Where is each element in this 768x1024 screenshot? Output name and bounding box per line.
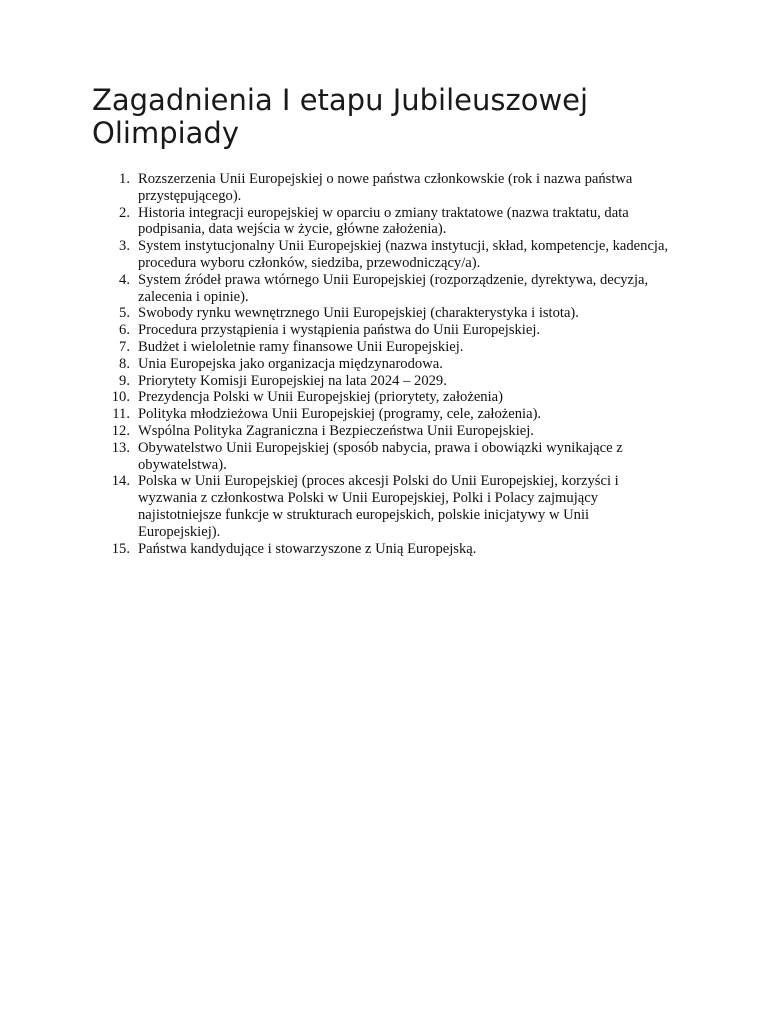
list-item xyxy=(92,406,672,423)
item-text: Państwa kandydujące i stowarzyszone z Unią Europejską. xyxy=(138,540,477,557)
item-text: Historia integracji europejskiej w oparciu o zmiany traktatowe (nazwa traktatu, data podpisania, data wejścia w życie, główne założenia). xyxy=(138,204,629,238)
item-text: Wspólna Polityka Zagraniczna i Bezpieczeństwa Unii Europejskiej. xyxy=(138,422,534,439)
list-item xyxy=(92,423,672,440)
item-text: Prezydencja Polski w Unii Europejskiej (priorytety, założenia) xyxy=(138,389,504,406)
list-item xyxy=(92,305,672,322)
list-item xyxy=(92,541,672,558)
item-number: 10. xyxy=(111,389,130,406)
item-number: 12. xyxy=(111,422,130,439)
item-number: 8. xyxy=(119,355,130,372)
item-number: 2. xyxy=(119,204,130,221)
item-number: 14. xyxy=(111,473,130,490)
item-text: Procedura przystąpienia i wystąpienia państwa do Unii Europejskiej. xyxy=(138,322,541,339)
topics-list xyxy=(92,171,672,557)
list-item xyxy=(92,171,672,205)
item-text: Priorytety Komisji Europejskiej na lata 2024 – 2029. xyxy=(138,372,447,389)
item-text: Budżet i wieloletnie ramy finansowe Unii Europejskiej. xyxy=(138,338,464,355)
item-text: Polska w Unii Europejskiej (proces akcesji Polski do Unii Europejskiej, korzyści i wyzwania z członkostwa Polski w Unii Europejskiej, Polki i Polacy zajmujący najistotniejsze funkcje w strukturach europejskich, polskie inicjatywy w Unii Europejskiej). xyxy=(138,473,619,540)
item-number: 11. xyxy=(112,406,130,423)
item-number: 7. xyxy=(119,338,130,355)
item-text: Obywatelstwo Unii Europejskiej (sposób nabycia, prawa i obowiązki wynikające z obywatelstwa). xyxy=(138,439,623,473)
list-item xyxy=(92,339,672,356)
list-item xyxy=(92,322,672,339)
item-text: Polityka młodzieżowa Unii Europejskiej (programy, cele, założenia). xyxy=(138,406,542,423)
item-number: 1. xyxy=(119,171,130,187)
list-item xyxy=(92,356,672,373)
list-item xyxy=(92,389,672,406)
item-text: System instytucjonalny Unii Europejskiej (nazwa instytucji, skład, kompetencje, kadencja, procedura wyboru członków, siedziba, przewodniczący/a). xyxy=(138,238,669,271)
list-item xyxy=(92,272,672,306)
item-number: 5. xyxy=(119,305,130,322)
document-title: Zagadnienia I etapu Jubileuszowej Olimpiady xyxy=(92,83,589,150)
item-text: Swobody rynku wewnętrznego Unii Europejskiej (charakterystyka i istota). xyxy=(138,305,579,322)
item-number: 3. xyxy=(119,238,130,255)
list-item xyxy=(92,440,672,474)
item-number: 15. xyxy=(111,540,130,557)
item-number: 13. xyxy=(111,439,130,456)
list-item xyxy=(92,238,672,272)
list-item xyxy=(92,205,672,239)
list-item xyxy=(92,373,672,390)
list-item xyxy=(92,473,672,540)
item-text: Unia Europejska jako organizacja międzynarodowa. xyxy=(138,355,443,372)
item-text: System źródeł prawa wtórnego Unii Europejskiej (rozporządzenie, dyrektywa, decyzja, zalecenia i opinie). xyxy=(138,271,649,305)
item-number: 6. xyxy=(119,322,130,339)
item-text: Rozszerzenia Unii Europejskiej o nowe państwa członkowskie (rok i nazwa państwa przystępującego). xyxy=(138,171,633,204)
item-number: 4. xyxy=(119,271,130,288)
item-number: 9. xyxy=(119,372,130,389)
